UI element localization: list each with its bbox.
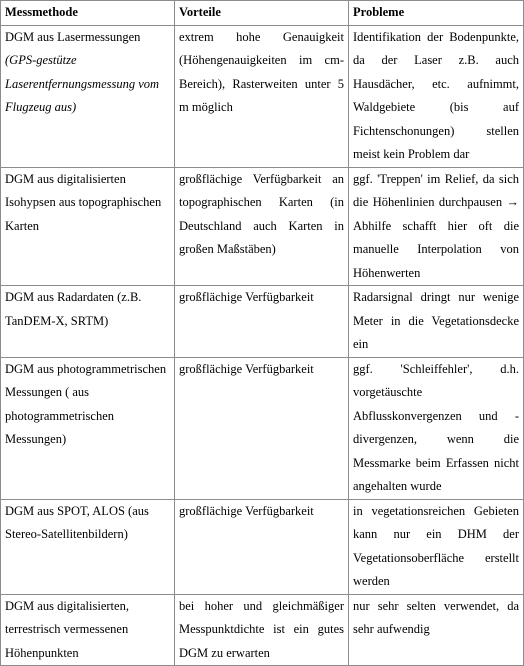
table-row bbox=[1, 499, 524, 594]
problems-cell: nur sehr selten verwendet, da sehr aufwendig bbox=[349, 594, 524, 666]
method-cell bbox=[1, 594, 175, 666]
advantages-cell: großflächige Verfügbarkeit an topographischen Karten (in Deutschland auch Karten in großen Maßstäben) bbox=[175, 167, 349, 286]
method-name: DGM aus SPOT, ALOS (aus Stereo-Satellitenbildern) bbox=[5, 503, 149, 541]
method-cell bbox=[1, 167, 175, 286]
method-name: DGM aus photogrammetrischen Messungen ( aus photogrammetrischen Messungen) bbox=[5, 361, 167, 446]
table-row bbox=[1, 286, 524, 358]
method-name: DGM aus Lasermessungen bbox=[5, 29, 141, 44]
advantages-cell: extrem hohe Genauigkeit (Höhengenauigkeiten im cm-Bereich), Rasterweiten unter 5 m möglich bbox=[175, 25, 349, 167]
table-row bbox=[1, 25, 524, 167]
table-row bbox=[1, 594, 524, 666]
problems-cell: Identifikation der Bodenpunkte, da der Laser z.B. auch Hausdächer, etc. aufnimmt, Waldgebiete (bis auf Fichtenschonungen) stellen meist kein Problem dar bbox=[349, 25, 524, 167]
advantages-cell: großflächige Verfügbarkeit bbox=[175, 286, 349, 358]
advantages-cell: großflächige Verfügbarkeit bbox=[175, 499, 349, 594]
header-messmethode: Messmethode bbox=[1, 1, 175, 26]
problems-cell: ggf. 'Treppen' im Relief, da sich die Höhenlinien durchpausen → Abhilfe schafft hier oft die manuelle Interpolation von Höhenwerten bbox=[349, 167, 524, 286]
table-row bbox=[1, 167, 524, 286]
table-row bbox=[1, 357, 524, 499]
problems-cell: Radarsignal dringt nur wenige Meter in die Vegetationsdecke ein bbox=[349, 286, 524, 358]
method-name: DGM aus Radardaten (z.B. TanDEM-X, SRTM) bbox=[5, 290, 142, 328]
advantages-cell: bei hoher und gleichmäßiger Messpunktdichte ist ein gutes DGM zu erwarten bbox=[175, 594, 349, 666]
problems-cell: ggf. 'Schleiffehler', d.h. vorgetäuschte Abflusskonvergenzen und -divergenzen, wenn die Messmarke beim Erfassen nicht angehalten wurde bbox=[349, 357, 524, 499]
header-probleme: Probleme bbox=[349, 1, 524, 26]
method-cell bbox=[1, 286, 175, 358]
advantages-cell: großflächige Verfügbarkeit bbox=[175, 357, 349, 499]
method-cell bbox=[1, 25, 175, 167]
header-vorteile: Vorteile bbox=[175, 1, 349, 26]
method-detail: (GPS-gestütze Laserentfernungsmessung vom Flugzeug aus) bbox=[5, 53, 160, 114]
method-cell bbox=[1, 357, 175, 499]
method-name: DGM aus digitalisierten, terrestrisch vermessenen Höhenpunkten bbox=[5, 598, 129, 660]
method-cell bbox=[1, 499, 175, 594]
problems-cell: in vegetationsreichen Gebieten kann nur ein DHM der Vegetationsoberfläche erstellt werden bbox=[349, 499, 524, 594]
table-header-row bbox=[1, 1, 524, 26]
method-name: DGM aus digitalisierten Isohypsen aus topographischen Karten bbox=[5, 171, 162, 233]
